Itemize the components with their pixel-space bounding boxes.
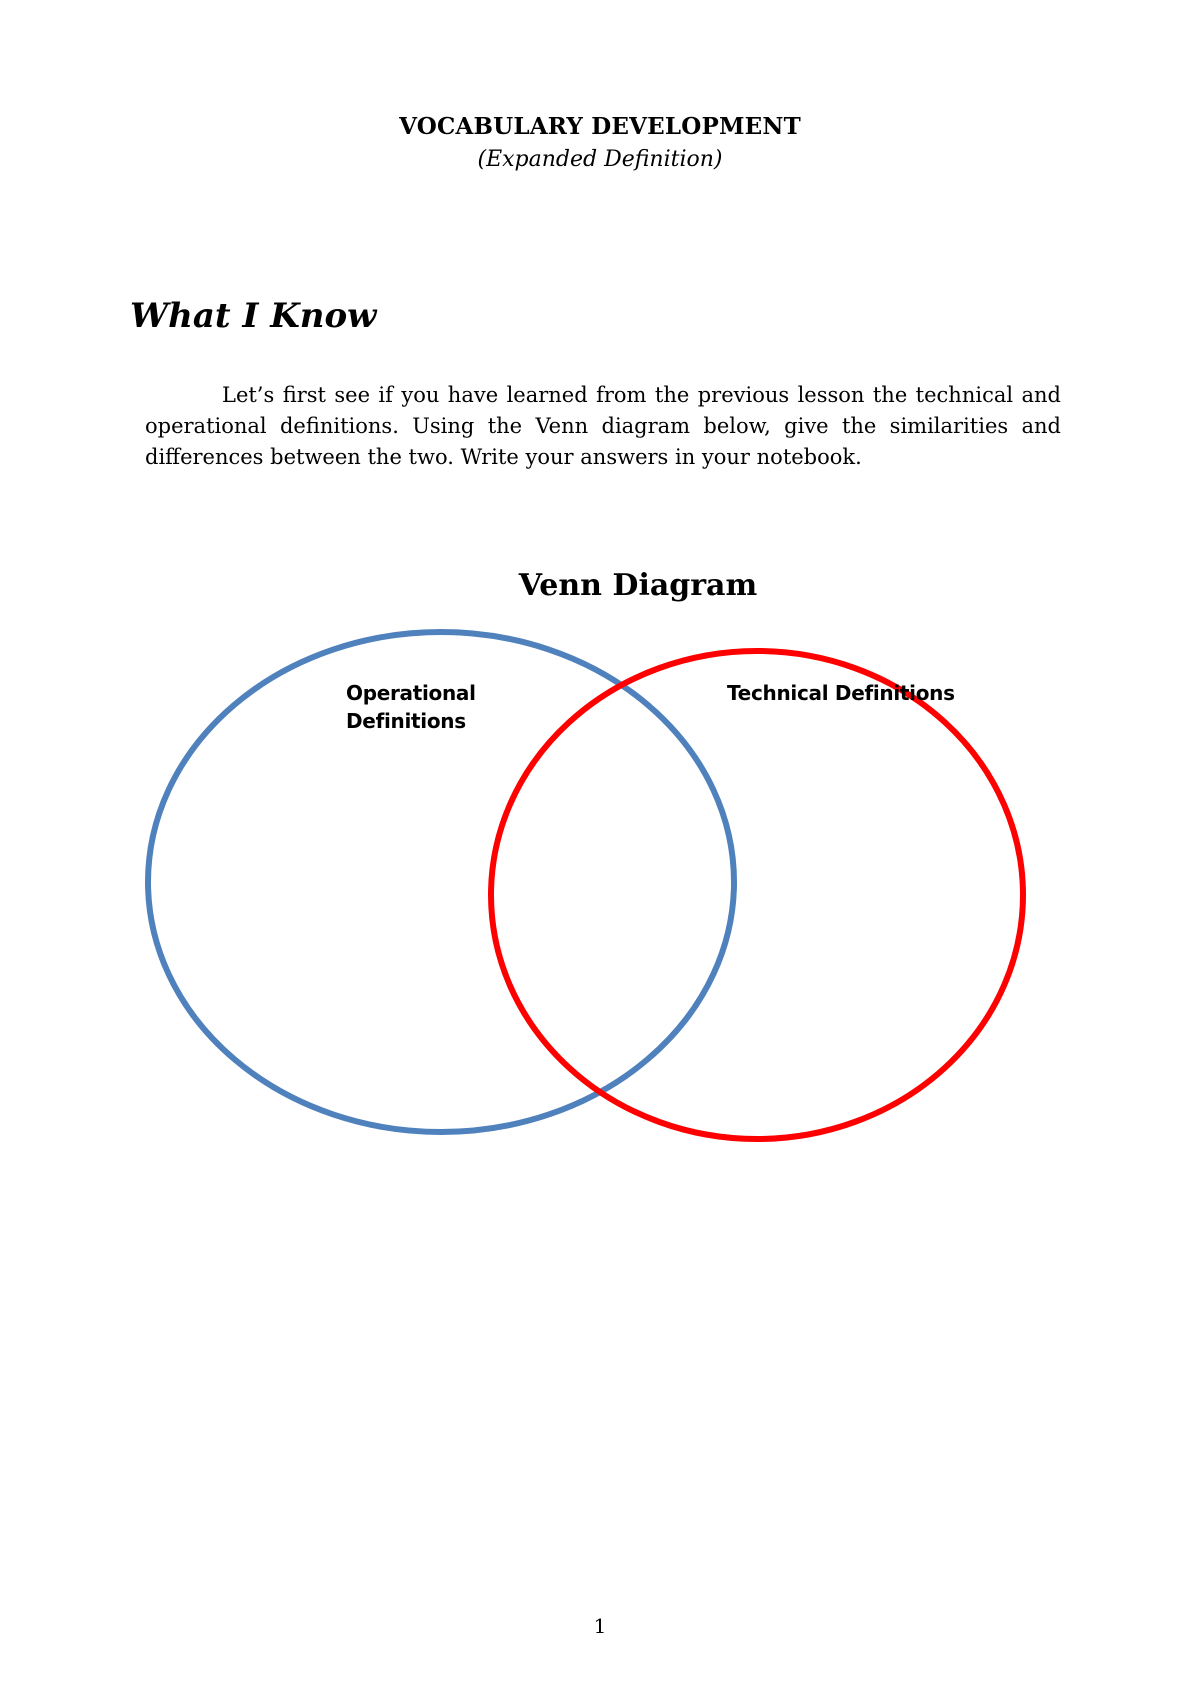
document-title: VOCABULARY DEVELOPMENT — [399, 113, 801, 140]
operational-definitions-label — [346, 679, 506, 735]
operational-label-line1: Operational — [346, 681, 476, 705]
page-number: 1 — [593, 1614, 607, 1638]
section-heading: What I Know — [130, 296, 377, 336]
technical-definitions-circle — [491, 651, 1023, 1139]
document-subtitle: (Expanded Definition) — [477, 147, 723, 172]
venn-diagram-title: Venn Diagram — [518, 568, 758, 603]
intro-paragraph: Let’s first see if you have learned from the previous lesson the technical and operational definitions. Using the Venn diagram below, give the similarities and differences between the two. Write your answers in your notebook. — [145, 383, 1061, 469]
technical-definitions-label: Technical Definitions — [727, 681, 955, 705]
operational-label-line2: Definitions — [346, 709, 466, 733]
